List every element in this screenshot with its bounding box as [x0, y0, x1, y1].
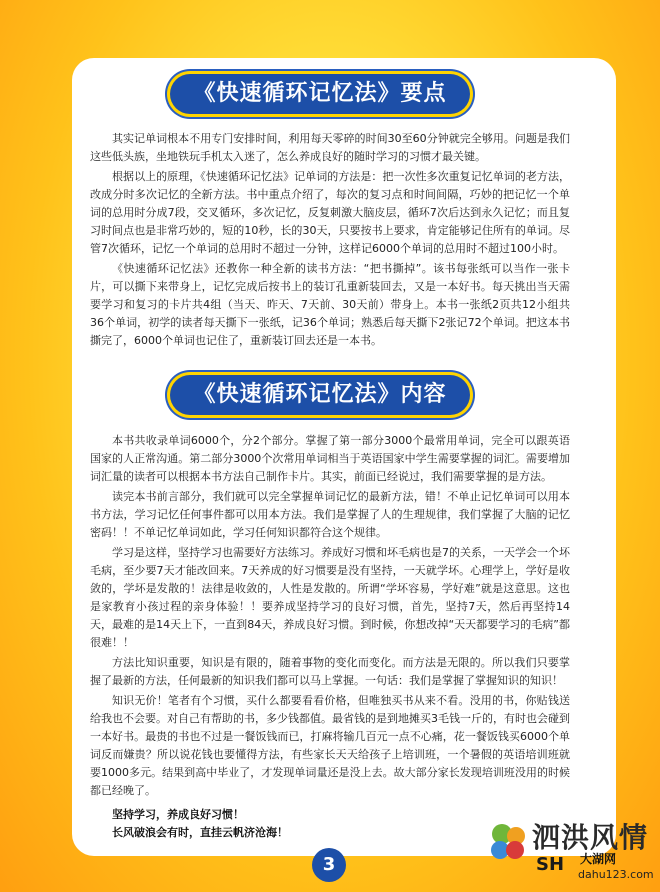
paragraph: 方法比知识重要，知识是有限的，随着事物的变化而变化。而方法是无限的。所以我们只要掌握了最新的方法，任何最新的知识我们都可以马上掌握。一句话：我们是掌握了掌握知识的知识！: [90, 656, 570, 687]
section-key-points: [90, 130, 570, 352]
paragraph: 《快速循环记忆法》还教你一种全新的读书方法：“把书撕掉”。该书每张纸可以当作一张卡片，可以撕下来带身上，记忆完成后按书上的装订孔重新装回去，又是一本好书。每天挑出当天需要学习和复习的卡片共4组（当天、昨天、7天前、30天前）带身上。本书一张纸2页共12小组共36个单词，初学的读者每天撕下一张纸，记36个单词；熟悉后每天撕下2张记72个单词。把这本书撕完了，6000个单词也记住了，重新装订回去还是一本书。: [90, 262, 570, 347]
slogan-line: 长风破浪会有时，直挂云帆济沧海！: [112, 826, 288, 839]
site-watermark: [480, 810, 660, 892]
watermark-title: 泗洪风情: [532, 821, 649, 854]
clover-logo-icon: [486, 820, 530, 864]
paragraph: 学习是这样，坚持学习也需要好方法练习。养成好习惯和坏毛病也是7的关系，一天学会一个坏毛病，至少要7天才能改回来。7天养成的好习惯要是没有坚持，一天就学坏。心理学上，学好是收敛的，学坏是发散的！法律是收敛的，人性是发散的。所谓“学坏容易，学好难”就是这意思。这也是家教育小孩过程的亲身体验！！要养成坚持学习的良好习惯，首先，坚持7天，然后再坚持14天，最难的是14天上下，一直到84天，养成良好习惯。到时候，你想改掉“天天都要学习的毛病”都很难！！: [90, 546, 570, 649]
watermark-brand: SH: [536, 854, 565, 875]
paragraph: 知识无价！笔者有个习惯，买什么都要看看价格，但唯独买书从来不看。没用的书，你贴钱送给我也不会要。对自己有帮助的书，多少钱都值。最省钱的是到地摊买3毛钱一斤的，有时也会碰到一本好书。最贵的书也不过是一餐饭钱而已，打麻将输几百元一点不心痛，花一餐饭钱买6000个单词反而嫌贵？所以说花钱也要懂得方法，有些家长天天给孩子上培训班，一个暑假的英语培训班就要1000多元。结果到高中毕业了，才发现单词量还是没上去。故大部分家长发现培训班没用的时候都已经晚了。: [90, 694, 570, 797]
slogan-line: 坚持学习，养成良好习惯！: [112, 808, 244, 821]
section-title-key-points: 《快速循环记忆法》要点: [170, 74, 470, 114]
paragraph: 根据以上的原理，《快速循环记忆法》记单词的方法是：把一次性多次重复记忆单词的老方法，改成分时多次记忆的全新方法。书中重点介绍了，每次的复习点和时间间隔，巧妙的把记忆一个单词的总用时分成7段，交叉循环，多次记忆，反复刺激大脑皮层，循环7次后达到永久记忆；而且复习时间点也是非常巧妙的，短的10秒，长的30天，只要按书上要求，肯定能够记住所有的单词。尽管7次循环，记忆一个单词的总用时不超过一分钟，这样记6000个单词的总用时不超过100小时。: [90, 170, 570, 255]
paragraph: 本书共收录单词6000个，分2个部分。掌握了第一部分3000个最常用单词，完全可以跟英语国家的人正常沟通。第二部分3000个次常用单词相当于英语国家中学生需要掌握的词汇。需要增加词汇量的读者可以根据本书方法自己制作卡片。其实，前面已经说过，我们需要掌握的是方法。: [90, 434, 570, 483]
paragraph: 读完本书前言部分，我们就可以完全掌握单词记忆的最新方法，错！不单止记忆单词可以用本书方法，学习记忆任何事件都可以用本方法。我们是掌握了人的生理规律，我们掌握了大脑的记忆密码！！不单记忆单词如此，学习任何知识都符合这个规律。: [90, 490, 570, 539]
paragraph: 其实记单词根本不用专门安排时间，利用每天零碎的时间30至60分钟就完全够用。问题是我们这些低头族，坐地铁玩手机太入迷了，怎么养成良好的随时学习的习惯才最关键。: [90, 132, 570, 163]
page-number: 3: [312, 848, 346, 882]
section-contents: [90, 432, 570, 842]
watermark-domain: dahu123.com: [578, 868, 654, 881]
watermark-subtitle: 大湖网: [580, 852, 617, 866]
section-title-contents: 《快速循环记忆法》内容: [170, 375, 470, 415]
